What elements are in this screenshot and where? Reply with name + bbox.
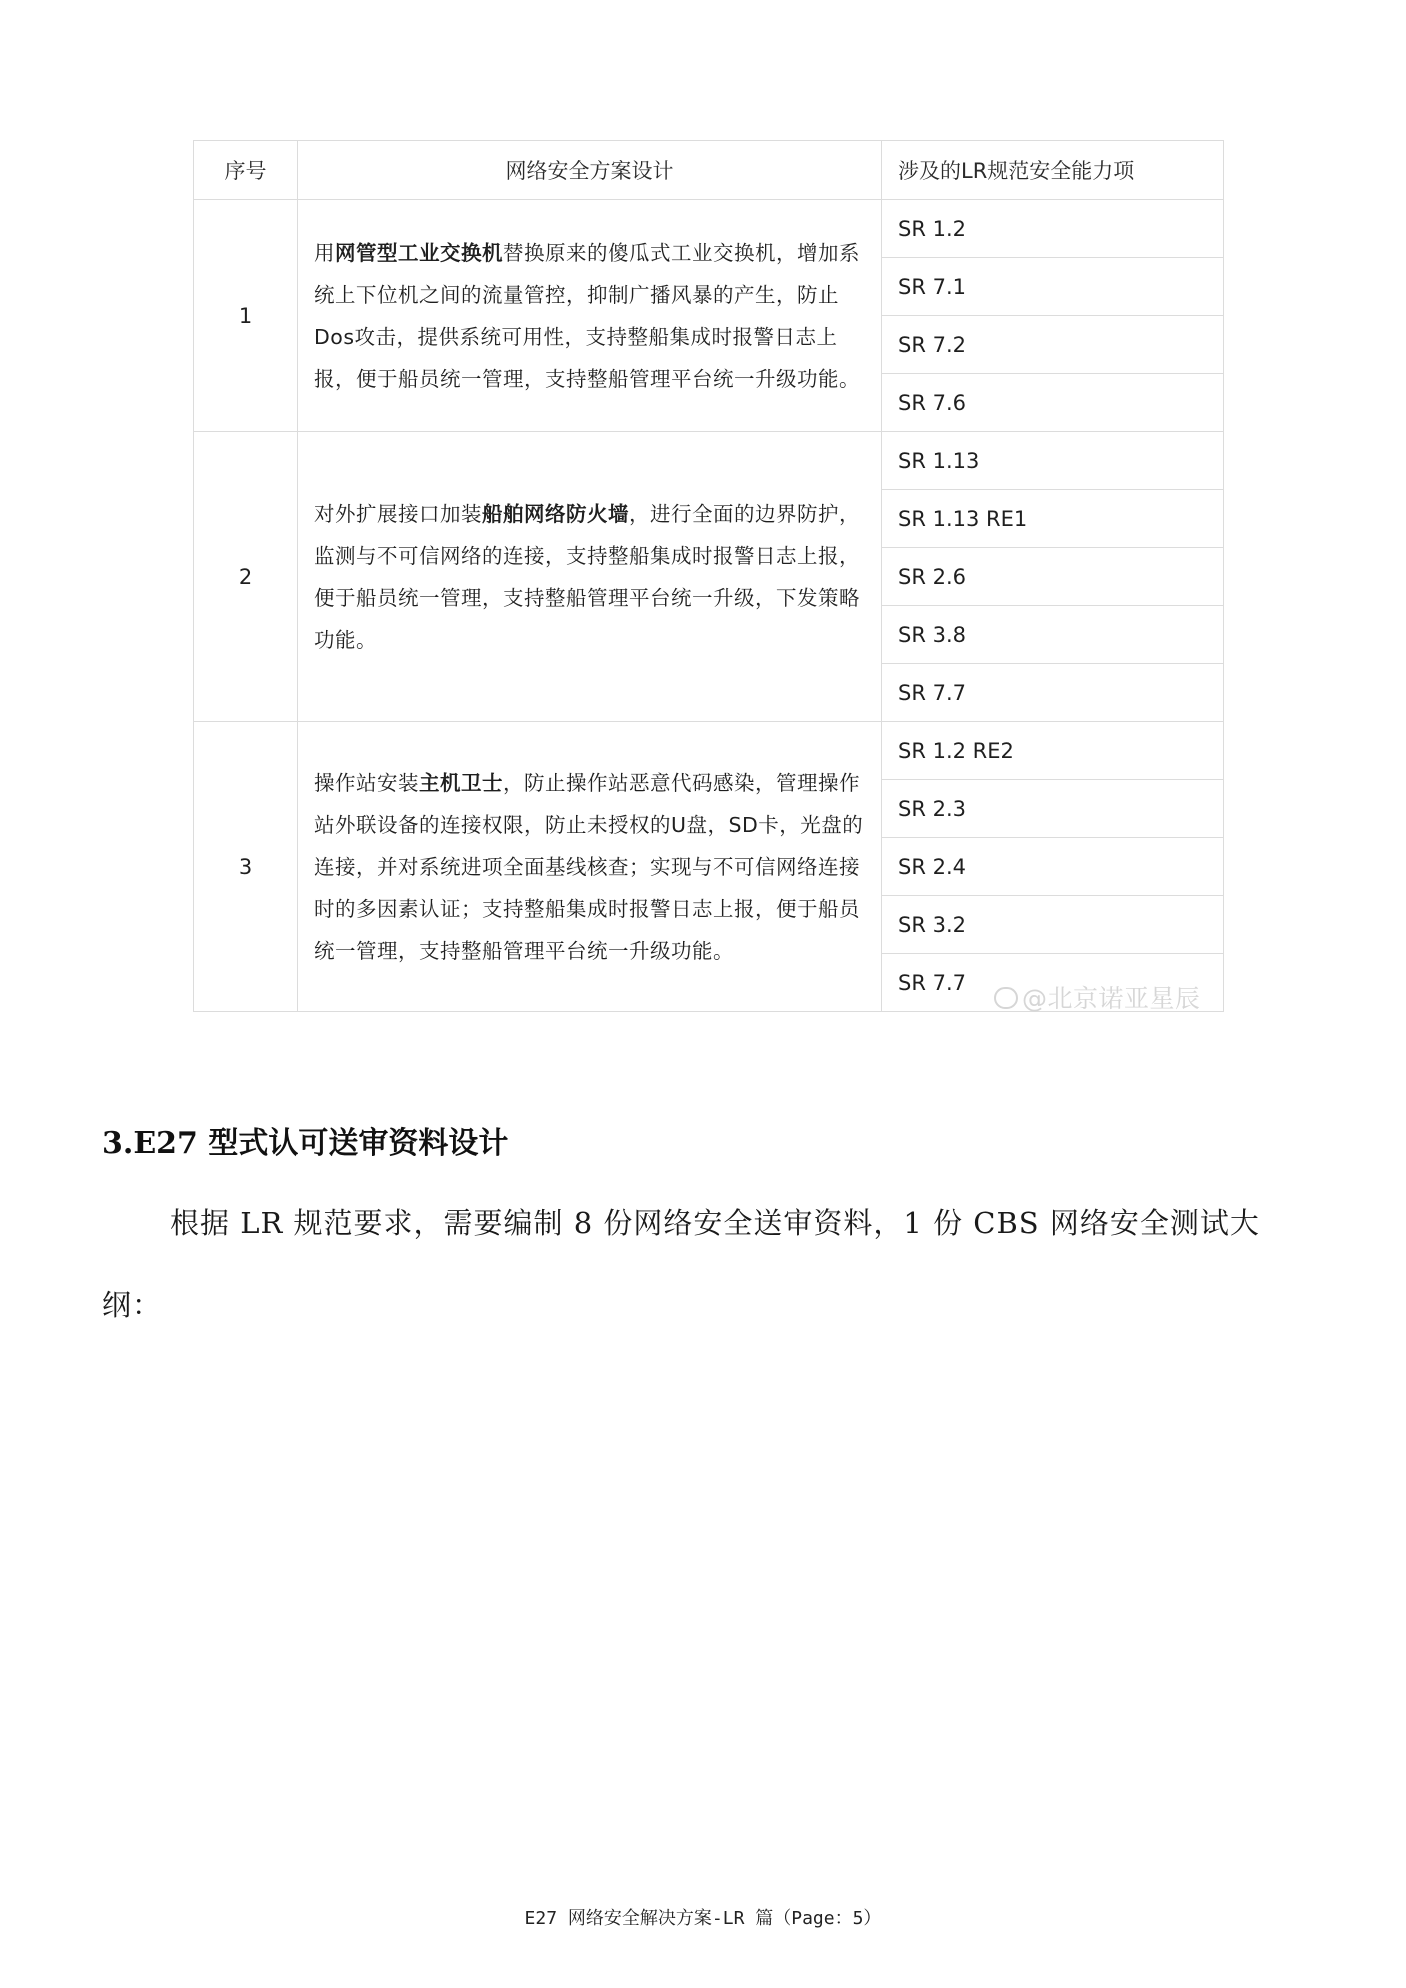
section-paragraph: 根据 LR 规范要求，需要编制 8 份网络安全送审资料，1 份 CBS 网络安全测试大纲： [102,1206,1260,1322]
header-sr-items: 涉及的LR规范安全能力项 [882,141,1224,200]
design-product-name: 船舶网络防火墙 [482,501,629,526]
sr-item: SR 1.2 RE2 [882,722,1224,780]
sr-item: SR 2.4 [882,838,1224,896]
table-header-row [194,141,1224,200]
design-text: 操作站安装 [314,770,419,795]
design-product-name: 主机卫士 [419,770,503,795]
sr-item: SR 1.13 RE1 [882,490,1224,548]
design-text: 用 [314,240,335,265]
design-text: 对外扩展接口加装 [314,501,482,526]
row-number: 3 [194,722,298,1012]
table-row [194,722,1224,780]
design-description [298,200,882,432]
sr-item: SR 3.2 [882,896,1224,954]
page-footer: E27 网络安全解决方案-LR 篇（Page：5） [524,1908,882,1929]
sr-item: SR 1.13 [882,432,1224,490]
design-description [298,722,882,1012]
design-text: ，进行全面的边界防护，监测与不可信网络的连接，支持整船集成时报警日志上报，便于船员统一管理，支持整船管理平台统一升级，下发策略功能。 [314,501,860,652]
sr-item: SR 7.7 [882,954,1224,1012]
design-description [298,432,882,722]
requirements-table [193,140,1224,1012]
row-number: 2 [194,432,298,722]
header-design: 网络安全方案设计 [298,141,882,200]
section-heading: 3.E27 型式认可送审资料设计 [102,1126,509,1161]
header-number: 序号 [194,141,298,200]
sr-item: SR 1.2 [882,200,1224,258]
sr-item: SR 3.8 [882,606,1224,664]
row-number: 1 [194,200,298,432]
table-row [194,200,1224,258]
sr-item: SR 2.3 [882,780,1224,838]
sr-item: SR 2.6 [882,548,1224,606]
watermark [994,979,1201,1015]
sr-item: SR 7.1 [882,258,1224,316]
design-product-name: 网管型工业交换机 [335,240,503,265]
sr-item: SR 7.7 [882,664,1224,722]
weibo-icon [994,987,1018,1009]
sr-item: SR 7.6 [882,374,1224,432]
design-text: 替换原来的傻瓜式工业交换机，增加系统上下位机之间的流量管控，抑制广播风暴的产生，防止Dos攻击，提供系统可用性，支持整船集成时报警日志上报，便于船员统一管理，支持整船管理平台统一升级功能。 [314,240,860,391]
design-text: ，防止操作站恶意代码感染，管理操作站外联设备的连接权限，防止未授权的U盘，SD卡，光盘的连接，并对系统进项全面基线核查；实现与不可信网络连接时的多因素认证；支持整船集成时报警日志上报，便于船员统一管理，支持整船管理平台统一升级功能。 [314,770,864,963]
table-row [194,432,1224,490]
sr-item: SR 7.2 [882,316,1224,374]
watermark-text: @北京诺亚星辰 [1022,984,1201,1013]
